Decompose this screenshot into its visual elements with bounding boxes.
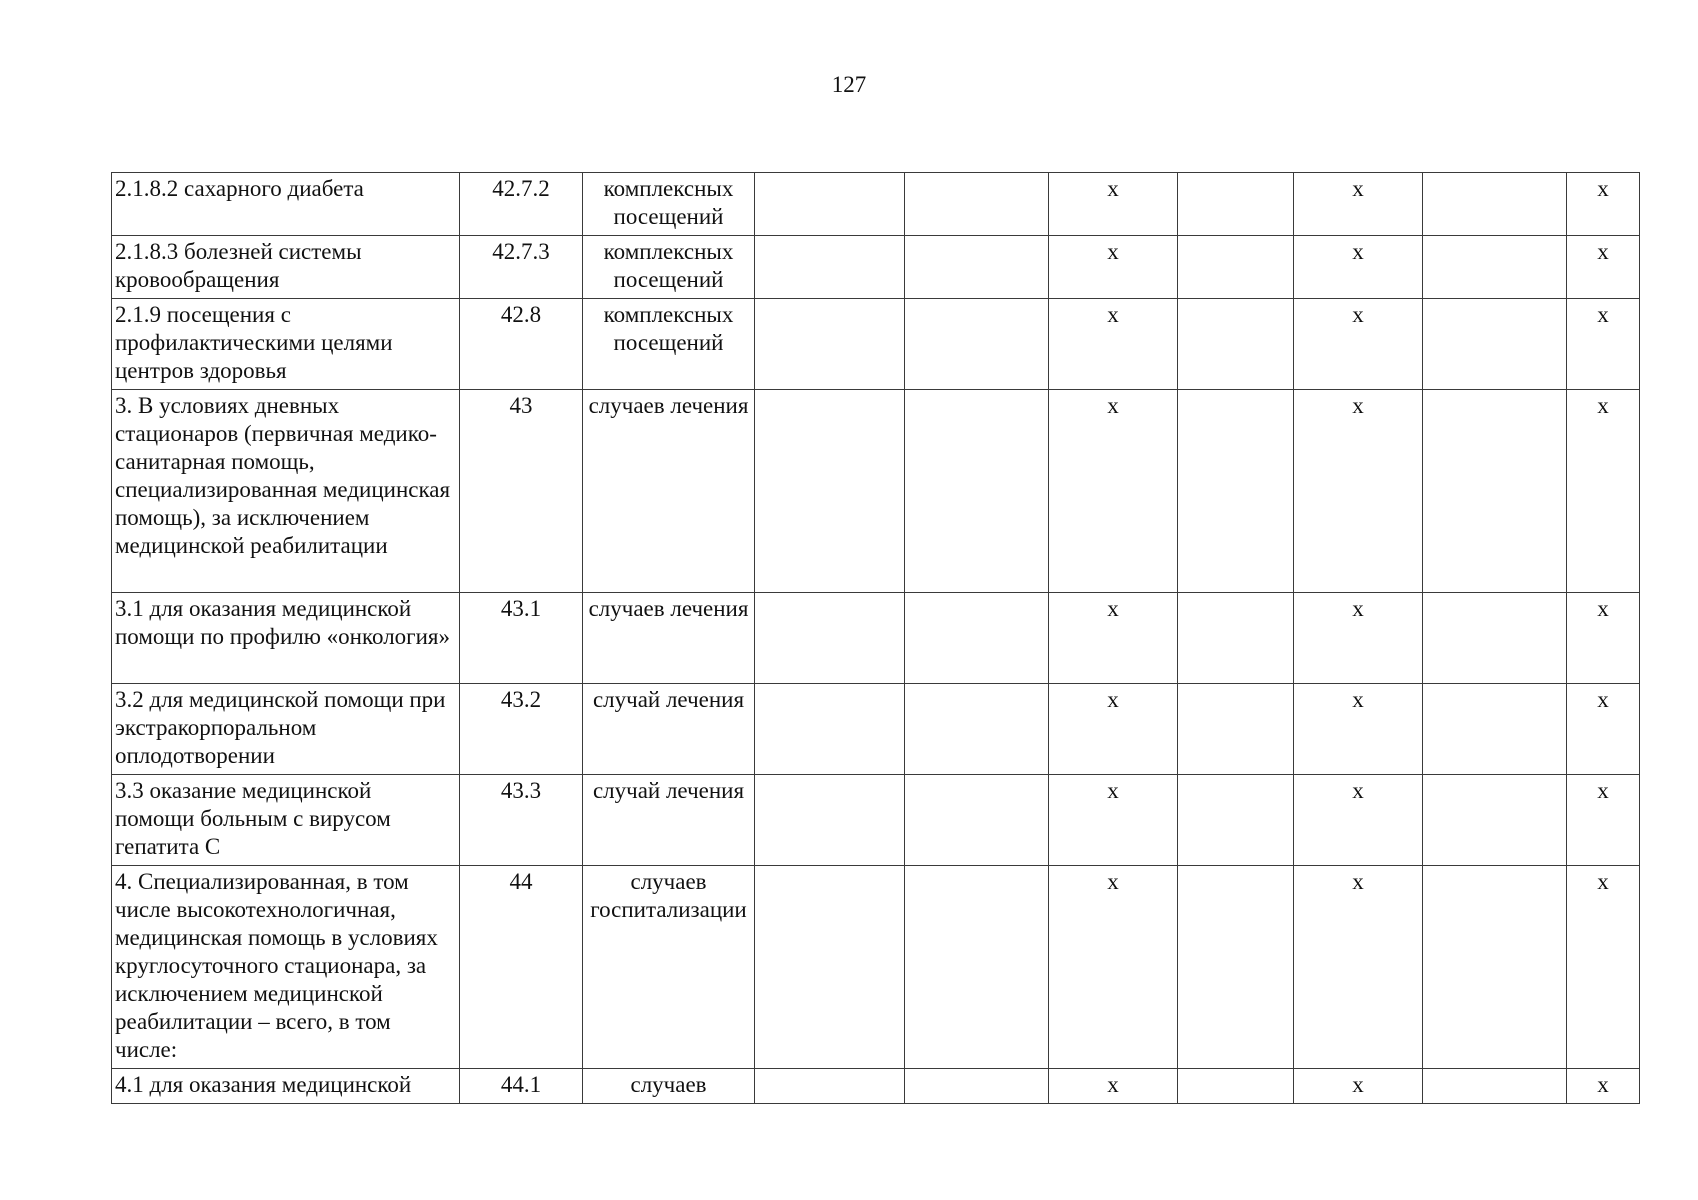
empty-cell [1178,775,1294,866]
data-table [111,172,1640,1104]
x-mark-cell: x [1049,390,1178,593]
empty-cell [1423,299,1567,390]
empty-cell [755,684,905,775]
empty-cell [1178,299,1294,390]
empty-cell [905,866,1049,1069]
empty-cell [905,390,1049,593]
empty-cell [1178,173,1294,236]
x-mark-cell: x [1567,775,1640,866]
empty-cell [1178,390,1294,593]
row-code-cell: 42.7.3 [460,236,583,299]
x-mark-cell: x [1294,236,1423,299]
empty-cell [755,1069,905,1104]
x-mark-cell: x [1049,775,1178,866]
empty-cell [1423,1069,1567,1104]
empty-cell [905,775,1049,866]
empty-cell [905,684,1049,775]
x-mark-cell: x [1294,684,1423,775]
row-name-cell: 4. Специализированная, в том числе высокотехнологичная, медицинская помощь в условиях круглосуточного стационара, за исключением медицинской реабилитации – всего, в том числе: [112,866,460,1069]
row-code-cell: 43 [460,390,583,593]
table-row [112,1069,1640,1104]
row-name-cell: 4.1 для оказания медицинской [112,1069,460,1104]
row-unit-cell: комплексных посещений [583,236,755,299]
row-unit-cell: случай лечения [583,775,755,866]
x-mark-cell: x [1294,593,1423,684]
empty-cell [755,775,905,866]
empty-cell [1423,236,1567,299]
x-mark-cell: x [1567,173,1640,236]
x-mark-cell: x [1567,299,1640,390]
x-mark-cell: x [1049,866,1178,1069]
x-mark-cell: x [1567,684,1640,775]
row-code-cell: 42.8 [460,299,583,390]
row-unit-cell: случаев лечения [583,390,755,593]
row-name-cell: 2.1.9 посещения с профилактическими целями центров здоровья [112,299,460,390]
row-name-cell: 3.1 для оказания медицинской помощи по профилю «онкология» [112,593,460,684]
x-mark-cell: x [1049,593,1178,684]
x-mark-cell: x [1049,299,1178,390]
x-mark-cell: x [1294,299,1423,390]
empty-cell [905,1069,1049,1104]
x-mark-cell: x [1567,593,1640,684]
row-unit-cell: случаев [583,1069,755,1104]
empty-cell [755,390,905,593]
row-code-cell: 44.1 [460,1069,583,1104]
empty-cell [755,299,905,390]
x-mark-cell: x [1294,775,1423,866]
empty-cell [905,299,1049,390]
empty-cell [1423,775,1567,866]
empty-cell [1178,1069,1294,1104]
row-code-cell: 43.1 [460,593,583,684]
x-mark-cell: x [1049,236,1178,299]
table-row [112,236,1640,299]
x-mark-cell: x [1294,173,1423,236]
row-code-cell: 44 [460,866,583,1069]
row-unit-cell: случай лечения [583,684,755,775]
row-code-cell: 42.7.2 [460,173,583,236]
table-body [112,173,1640,1104]
row-code-cell: 43.3 [460,775,583,866]
table-row [112,775,1640,866]
x-mark-cell: x [1294,866,1423,1069]
empty-cell [755,173,905,236]
empty-cell [1178,866,1294,1069]
row-unit-cell: комплексных посещений [583,173,755,236]
row-name-cell: 3. В условиях дневных стационаров (первичная медико-санитарная помощь, специализированная медицинская помощь), за исключением медицинской реабилитации [112,390,460,593]
empty-cell [755,236,905,299]
x-mark-cell: x [1049,173,1178,236]
empty-cell [905,173,1049,236]
row-unit-cell: случаев лечения [583,593,755,684]
table-row [112,684,1640,775]
row-name-cell: 2.1.8.3 болезней системы кровообращения [112,236,460,299]
empty-cell [1178,684,1294,775]
x-mark-cell: x [1567,866,1640,1069]
empty-cell [1178,236,1294,299]
row-name-cell: 2.1.8.2 сахарного диабета [112,173,460,236]
empty-cell [1178,593,1294,684]
x-mark-cell: x [1049,684,1178,775]
empty-cell [905,593,1049,684]
empty-cell [755,866,905,1069]
x-mark-cell: x [1567,390,1640,593]
row-name-cell: 3.2 для медицинской помощи при экстракорпоральном оплодотворении [112,684,460,775]
empty-cell [1423,390,1567,593]
table-row [112,866,1640,1069]
row-unit-cell: комплексных посещений [583,299,755,390]
table-row [112,299,1640,390]
empty-cell [1423,866,1567,1069]
table-row [112,390,1640,593]
empty-cell [755,593,905,684]
x-mark-cell: x [1049,1069,1178,1104]
empty-cell [1423,593,1567,684]
row-name-cell: 3.3 оказание медицинской помощи больным с вирусом гепатита С [112,775,460,866]
x-mark-cell: x [1294,1069,1423,1104]
table-row [112,173,1640,236]
row-unit-cell: случаев госпитализации [583,866,755,1069]
x-mark-cell: x [1567,1069,1640,1104]
row-code-cell: 43.2 [460,684,583,775]
x-mark-cell: x [1294,390,1423,593]
empty-cell [1423,173,1567,236]
table-row [112,593,1640,684]
x-mark-cell: x [1567,236,1640,299]
empty-cell [1423,684,1567,775]
empty-cell [905,236,1049,299]
page-number: 127 [831,72,867,97]
